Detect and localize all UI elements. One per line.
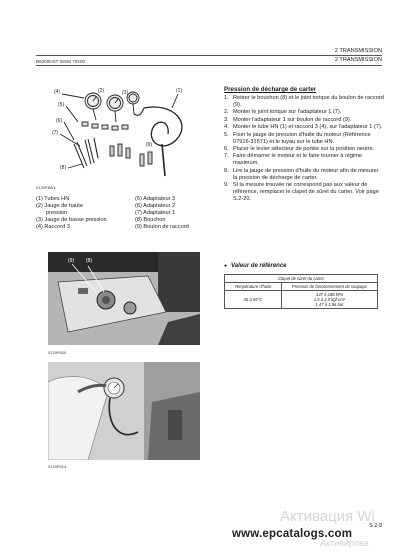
section-title: Pression de décharge de carter [224,86,317,93]
step-9: 9. Si la mesure trouvée ne correspond pas aux valeur de référence, remplacer le clapet de sûret du carter. Voir page S.2-20. [224,182,379,203]
gauge-kit-illustration [44,84,196,180]
legend-item-1: (1) Tubes HN [36,196,70,202]
photo2-callout-9: (9) [68,258,75,264]
table-title: Clapet de sûret du carter [225,275,378,283]
callout-2: (2) [98,88,105,94]
cell-temp: 45 à 55°C [225,291,282,309]
legend-item-2: (2) Jauge de haute [36,203,83,209]
connection-bolt-photo-art [48,252,200,345]
callout-4: (4) [54,89,61,95]
bullet-icon: ● [224,263,228,269]
reference-value-title: Valeur de référence [231,263,287,269]
callout-6: (6) [56,118,63,124]
pressure-kpa: 147 à 186 kPa [315,292,343,297]
legend-item-9: (9) Boulon de raccord [135,224,189,230]
step-8: 8. Lire la jauge de pression d'huile du moteur afin de mesurer la pression de décharge de carter. [224,167,379,181]
figure1-code: 0120P8W1 [36,185,56,190]
legend-item-2-cont: pression [46,210,68,216]
callout-7: (7) [52,130,59,136]
pressure-bar: 1,47 à 1,96 bar [315,302,344,307]
website-watermark[interactable]: www.epcatalogs.com [232,528,353,540]
step-2-text: Monter le joint torique sur l'adaptateur 1 (7). [233,109,342,116]
col-header-pressure: Pression de fonctionnement de soupape [282,283,378,291]
step-6-text: Placer le levier sélecteur de portée sur la position neutre. [233,145,375,152]
legend-left [36,196,107,231]
step-1-text: Retirer le bouchon (8) et le joint torique du boulon de raccord (9). [233,95,384,108]
legend-item-8: (8) Bouchon [135,217,166,223]
header-rule-bottom [36,65,382,66]
header-chapter-bottom: 2 TRANSMISSION [334,57,382,63]
activation-watermark: Активация Wi [280,508,375,525]
procedure-steps [224,95,384,204]
step-8-text: Lire la jauge de pression d'huile du moteur afin de mesurer la pression de décharge de carter. [233,167,379,181]
reference-table [224,274,378,309]
legend-item-3: (3) Jauge de basse pression [36,217,107,223]
step-2: 2. Monter le joint torique sur l'adaptateur 1 (7). [224,109,342,116]
header-rule-top [36,55,382,56]
watermark-ghost: Активирова [320,538,369,548]
manual-code: B6200HST WSM 70200 [36,59,85,64]
step-5: 5. Fixer le jauge de pression d'huile du moteur (Référence 07916-31571) et le tuyau sur le tube HN. [224,131,371,145]
reference-value-heading [224,263,287,269]
legend-item-6: (6) Adaptateur 2 [135,203,176,209]
callout-1: (1) [176,88,183,94]
figure3-code: 0120P014 [48,464,67,469]
gauge-reading-photo-art [48,362,200,460]
step-7: 7. Faire démarrer le moteur et le faire tourner à régime maximum. [224,153,363,167]
figure-gauge-kit [44,84,196,180]
legend-item-7: (7) Adaptateur 1 [135,210,176,216]
legend-item-4: (4) Raccord 3 [36,224,70,230]
photo2-callout-8: (8) [86,258,93,264]
step-5-text: Fixer le jauge de pression d'huile du moteur (Référence 07916-31571) et le tuyau sur le tube HN. [233,131,371,145]
figure2-code: 0120P020 [48,350,67,355]
photo-connection-bolt [48,252,200,345]
step-6: 6. Placer le levier sélecteur de portée sur la position neutre. [224,145,375,152]
step-7-text: Faire démarrer le moteur et le faire tourner à régime maximum. [233,153,363,167]
legend-right [135,196,189,231]
legend-item-5: (5) Adaptateur 3 [135,196,176,202]
page-number: S.2-9 [369,523,382,529]
step-3: 3. Monter l'adaptateur 1 sur boulon de raccord (9). [224,116,352,123]
cell-pressure [282,291,378,309]
callout-5: (5) [58,102,65,108]
callout-3: (3) [122,90,129,96]
callout-9: (9) [146,142,153,148]
step-1: 1. Retirer le bouchon (8) et le joint torique du boulon de raccord (9). [224,95,384,108]
step-4: 4. Monter le tube HN (1) et raccord 3 (4), sur l'adaptateur 1 (7). [224,124,383,131]
callout-8: (8) [60,165,67,171]
col-header-temp: Température d'huile [225,283,282,291]
step-4-text: Monter le tube HN (1) et raccord 3 (4), sur l'adaptateur 1 (7). [233,124,383,131]
photo-gauge-reading [48,362,200,460]
step-9-text: Si la mesure trouvée ne correspond pas aux valeur de référence, remplacer le clapet de sûret du carter. Voir page S.2-20. [233,182,379,203]
step-3-text: Monter l'adaptateur 1 sur boulon de raccord (9). [233,116,352,123]
pressure-kgf: 1,5 à 2,0 kgf·cm² [313,297,346,302]
header-chapter-top: 2 TRANSMISSION [334,48,382,54]
